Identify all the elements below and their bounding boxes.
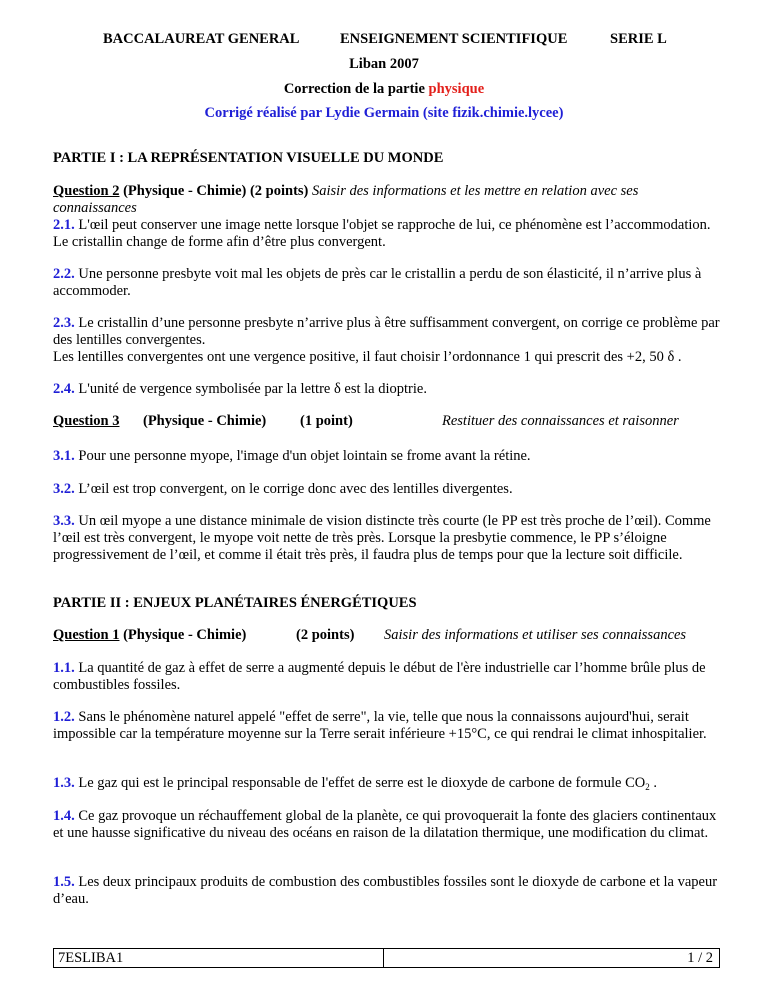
co2-formula: CO <box>625 775 646 791</box>
answer-2-2: 2.2. Une personne presbyte voit mal les objets de près car le cristallin a perdu de son élasticité, il n’arrive plus à accommoder. <box>53 266 702 299</box>
correction-title: Correction de la partie physique <box>283 81 485 97</box>
answer-1-5: 1.5. Les deux principaux produits de combustion des combustibles fossiles sont le dioxyde de carbone et la vapeur d’eau. <box>53 874 718 907</box>
session-label: Liban 2007 <box>349 56 419 72</box>
question-3-title: Question 3 <box>53 413 120 429</box>
answer-3-2: 3.2. L’œil est trop convergent, on le corrige donc avec des lentilles divergentes. <box>53 481 513 497</box>
answer-2-3: 2.3. Le cristallin d’une personne presbyte n’arrive plus à être suffisamment convergent, on corrige ce problème par des lentilles convergentes. Les lentilles convergentes ont une vergence positive, il faut choisir l’ordonnance 1 qui prescrit des +2, 50 δ . <box>53 315 720 365</box>
header-right: SERIE L <box>610 31 667 47</box>
question-1-title: Question 1 <box>53 627 120 643</box>
answer-1-3: 1.3. Le gaz qui est le principal responsable de l'effet de serre est le dioxyde de carbone de formule $CO_2$ . <box>53 775 657 792</box>
question-1-heading: Question 1 (Physique - Chimie) (2 points) Saisir des informations et utiliser ses connaissances <box>53 627 687 643</box>
question-3-heading: Question 3 (Physique - Chimie) (1 point) Restituer des connaissances et raisonner <box>53 413 679 429</box>
question-2-heading: Question 2 (Physique - Chimie) (2 points) Saisir des informations et les mettre en relation avec ses connaissances <box>53 183 639 216</box>
question-2-skill: Saisir des informations et les mettre en relation avec ses connaissances <box>53 183 639 216</box>
page-footer <box>53 948 720 968</box>
answer-3-1: 3.1. Pour une personne myope, l'image d'un objet lointain se frome avant la rétine. <box>53 448 531 464</box>
exam-header <box>0 31 768 51</box>
author-line: Corrigé réalisé par Lydie Germain (site fizik.chimie.lycee) <box>204 105 564 121</box>
answer-3-3: 3.3. Un œil myope a une distance minimale de vision distincte très courte (le PP est très proche de l’œil). Comme l’œil est très convergent, le myope voit nette de très près. Lorsque la presbytie commence, le PP s’éloigne progressivement de l’œil, et comme il était très près, il faudra plus de temps pour que la lecture soit difficile. <box>53 513 711 563</box>
part1-title: PARTIE I : LA REPRÉSENTATION VISUELLE DU MONDE <box>53 150 444 166</box>
header-left: BACCALAUREAT GENERAL <box>103 31 300 47</box>
header-center: ENSEIGNEMENT SCIENTIFIQUE <box>340 31 568 47</box>
answer-2-1: 2.1. L'œil peut conserver une image nette lorsque l'objet se rapproche de lui, ce phénomène est l’accommodation. Le cristallin change de forme afin d’être plus convergent. <box>53 217 711 250</box>
question-2-title: Question 2 <box>53 183 120 199</box>
answer-1-1: 1.1. La quantité de gaz à effet de serre a augmenté depuis le début de l'ère industrielle car l’homme brûle plus de combustibles fossiles. <box>53 660 706 693</box>
correction-word: physique <box>428 81 485 97</box>
answer-1-2: 1.2. Sans le phénomène naturel appelé "effet de serre", la vie, telle que nous la connaissons aujourd'hui, serait impossible car la température moyenne sur la Terre serait inférieure +15°C, ce qui rendrai le climat inhospitalier. <box>53 709 707 742</box>
footer-page-number: 1 / 2 <box>687 950 713 966</box>
question-1-skill: Saisir des informations et utiliser ses connaissances <box>384 627 687 643</box>
question-3-skill: Restituer des connaissances et raisonner <box>442 413 679 429</box>
answer-1-4: 1.4. Ce gaz provoque un réchauffement global de la planète, ce qui provoquerait la fonte des glaciers continentaux et une hausse significative du niveau des océans en raison de la dilatation thermique, une modification du climat. <box>53 808 717 841</box>
answer-2-4: 2.4. L'unité de vergence symbolisée par la lettre δ est la dioptrie. <box>53 381 427 397</box>
footer-code: 7ESLIBA1 <box>58 949 384 967</box>
part2-title: PARTIE II : ENJEUX PLANÉTAIRES ÉNERGÉTIQUES <box>53 595 417 611</box>
